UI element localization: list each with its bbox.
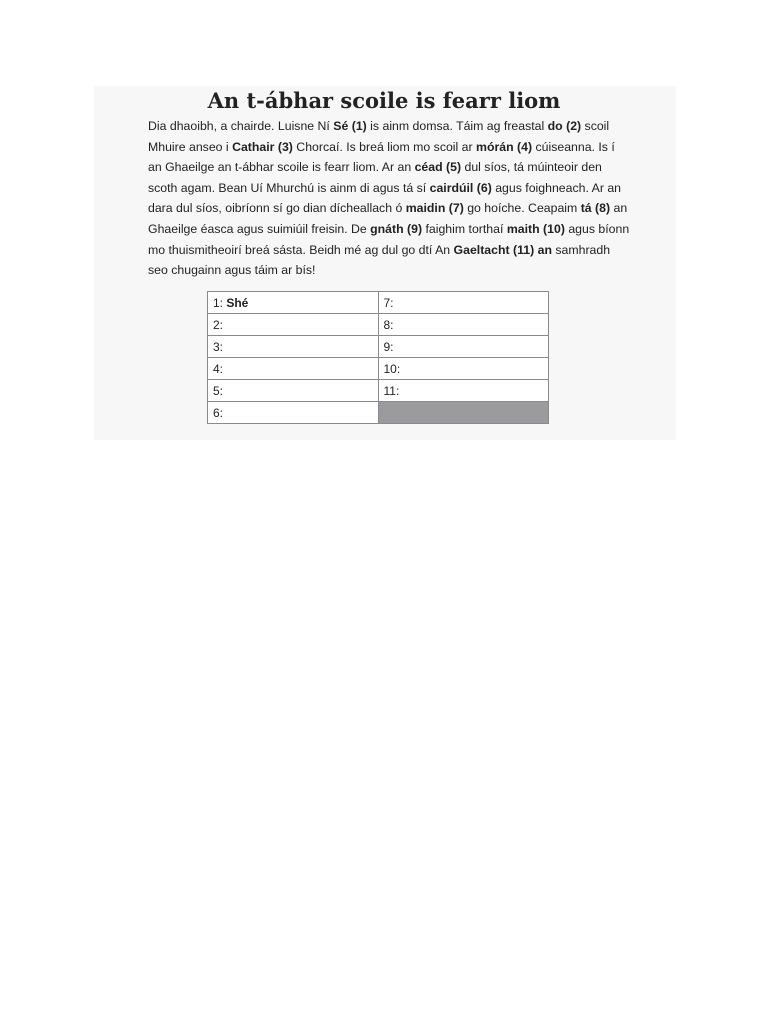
highlighted-phrase: maidin (7) (405, 201, 464, 216)
answer-cell-right (378, 358, 549, 380)
shaded-empty-cell (378, 402, 549, 424)
page-title: An t-ábhar scoile is fearr liom (207, 88, 561, 113)
answer-cell-left (208, 292, 379, 314)
passage-line (148, 157, 618, 178)
answer-number: 5: (213, 383, 224, 398)
answer-number: 10: (383, 361, 401, 376)
highlighted-phrase: do (2) (547, 119, 582, 133)
highlighted-phrase: mórán (4) (476, 139, 533, 154)
highlighted-phrase: tá (8) (580, 201, 611, 216)
answer-cell-left (208, 336, 379, 358)
passage-segment: is ainm domsa. Táim ag freastal (366, 119, 548, 133)
passage-segment: samhradh (551, 242, 611, 257)
answer-number: 9: (383, 339, 394, 354)
passage-line (148, 178, 622, 199)
highlighted-phrase: gnáth (9) (370, 221, 423, 236)
passage-line (148, 198, 628, 219)
passage-segment: scoth agam. Bean Uí Mhurchú is ainm di agus tá sí (148, 180, 430, 195)
answer-row (208, 402, 549, 424)
passage-line (148, 137, 618, 158)
passage-segment: scoil (581, 119, 610, 133)
answer-number: 3: (213, 339, 224, 354)
highlighted-phrase: Cathair (3) (232, 139, 293, 154)
answer-cell-right (378, 380, 549, 402)
highlighted-phrase: maith (10) (506, 221, 565, 236)
answer-number: 6: (213, 405, 224, 420)
passage-segment: agus foighneach. Ar an (491, 180, 622, 195)
answer-cell-right (378, 292, 549, 314)
passage-text (148, 116, 630, 281)
passage-line (148, 219, 630, 240)
passage-segment: Chorcaí. Is breá liom mo scoil ar (292, 139, 477, 154)
passage-segment: seo chugainn agus táim ar bís! (148, 263, 316, 278)
answer-row (208, 380, 549, 402)
passage-segment: an (610, 201, 628, 216)
answer-cell-left (208, 314, 379, 336)
answer-cell-right (378, 336, 549, 358)
answer-row (208, 314, 549, 336)
answer-number: 4: (213, 361, 224, 376)
answer-number: 11: (383, 383, 400, 398)
answer-cell-left (208, 402, 379, 424)
answer-row (208, 292, 549, 314)
answer-number: 2: (213, 317, 224, 332)
passage-segment: an Ghaeilge an t-ábhar scoile is fearr liom. Ar an (148, 160, 415, 175)
passage-line (148, 116, 618, 137)
passage-segment: mo thuismitheoirí breá sásta. Beidh mé ag dul go dtí An (148, 242, 454, 257)
highlighted-phrase: cairdúil (6) (429, 180, 492, 195)
passage-segment: faighim torthaí (422, 221, 507, 236)
answer-cell-left (208, 358, 379, 380)
highlighted-phrase: Sé (1) (333, 119, 367, 133)
answer-row (208, 336, 549, 358)
passage-segment: agus bíonn (564, 221, 630, 236)
passage-segment: dara dul síos, oibríonn sí go dian dícheallach ó (148, 201, 406, 216)
answer-row (208, 358, 549, 380)
passage-segment: Ghaeilge éasca agus suimiúil freisin. De (148, 221, 371, 236)
passage-segment: Dia dhaoibh, a chairde. Luisne Ní (148, 119, 334, 133)
passage-segment: cúiseanna. Is í (532, 139, 615, 154)
answer-table (207, 291, 549, 424)
answer-value: Shé (226, 295, 249, 310)
passage-line (148, 260, 618, 281)
answer-cell-left (208, 380, 379, 402)
answer-number: 7: (383, 295, 394, 310)
answer-cell-right (378, 314, 549, 336)
passage-segment: Mhuire anseo i (148, 139, 233, 154)
answer-number: 1: (213, 295, 227, 310)
highlighted-phrase: céad (5) (414, 160, 462, 175)
answer-number: 8: (383, 317, 394, 332)
passage-line (148, 240, 618, 261)
passage-segment: go hoíche. Ceapaim (463, 201, 581, 216)
passage-segment: dul síos, tá múinteoir den (461, 160, 602, 175)
highlighted-phrase: Gaeltacht (11) an (453, 242, 552, 257)
